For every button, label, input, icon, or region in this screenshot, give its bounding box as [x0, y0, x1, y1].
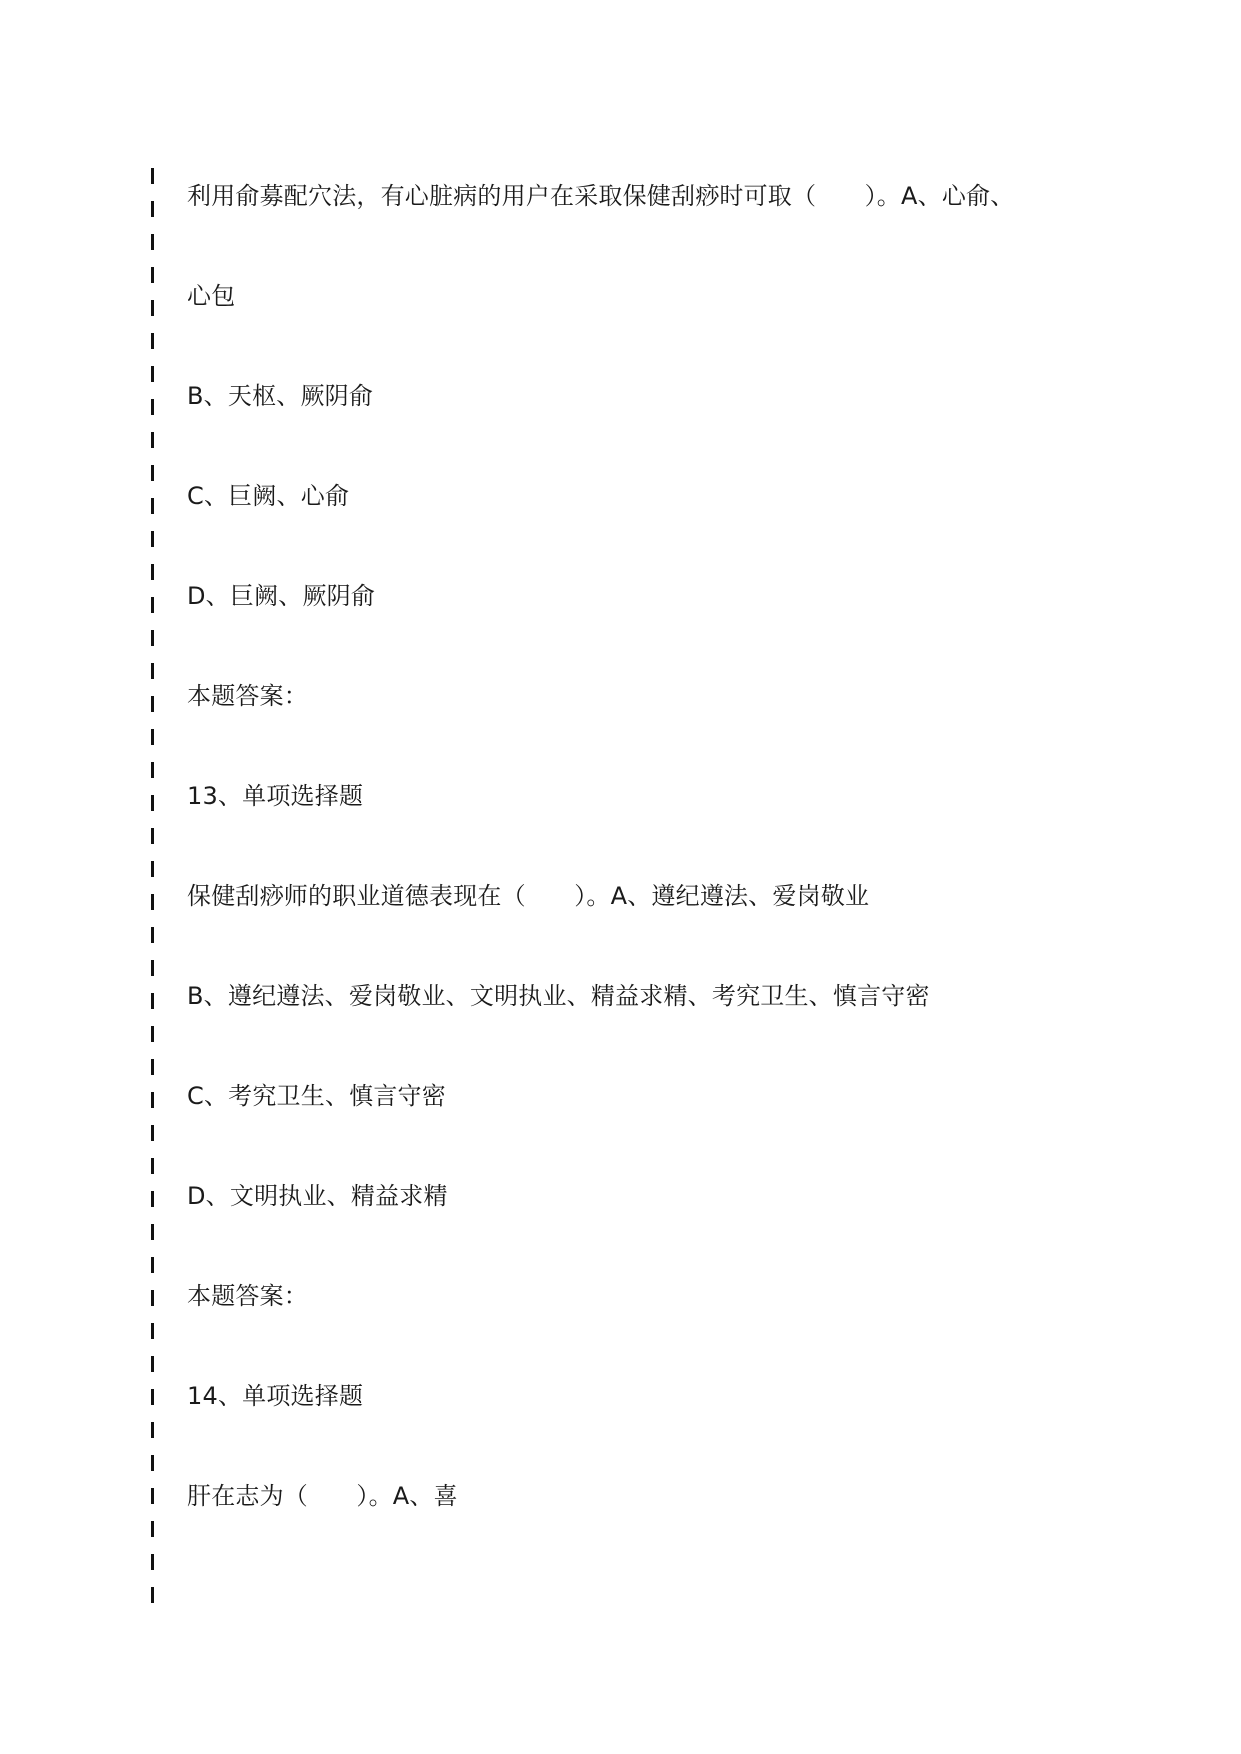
- question-13-answer-label: 本题答案：: [187, 1282, 308, 1310]
- question-12-option-a-continued: 心包: [187, 282, 236, 310]
- question-14-stem: 肝在志为（ ）。A、喜: [187, 1482, 458, 1510]
- question-13-option-c: C、考究卫生、慎言守密: [187, 1082, 446, 1110]
- dashed-binding-margin: [151, 168, 154, 1615]
- question-12-option-b: B、天枢、厥阴俞: [187, 382, 374, 410]
- question-13-heading: 13、单项选择题: [187, 782, 364, 810]
- question-13-option-d: D、文明执业、精益求精: [187, 1182, 448, 1210]
- question-12-stem: 利用俞募配穴法，有心脏病的用户在采取保健刮痧时可取（ ）。A、心俞、: [187, 182, 1015, 210]
- question-12-option-c: C、巨阙、心俞: [187, 482, 350, 510]
- question-13-stem: 保健刮痧师的职业道德表现在（ ）。A、遵纪遵法、爱岗敬业: [187, 882, 870, 910]
- question-14-heading: 14、单项选择题: [187, 1382, 364, 1410]
- question-12-option-d: D、巨阙、厥阴俞: [187, 582, 376, 610]
- question-12-answer-label: 本题答案：: [187, 682, 308, 710]
- question-13-option-b: B、遵纪遵法、爱岗敬业、文明执业、精益求精、考究卫生、慎言守密: [187, 982, 930, 1010]
